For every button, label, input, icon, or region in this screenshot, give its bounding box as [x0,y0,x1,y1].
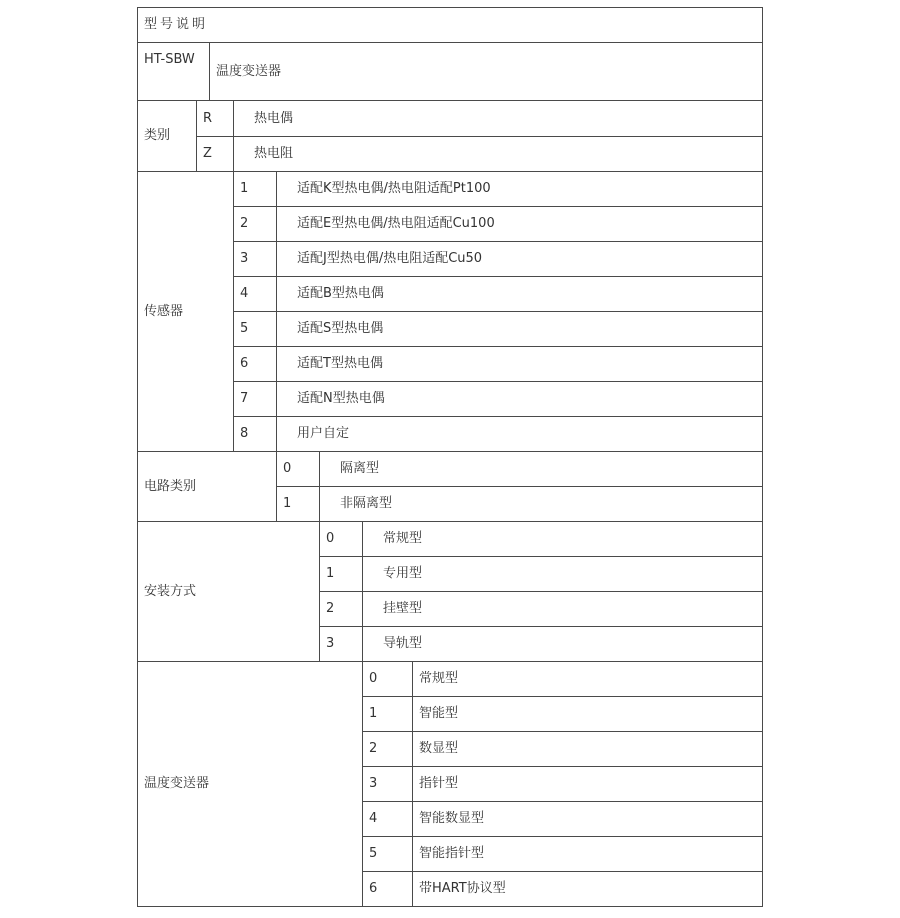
option-desc: 挂壁型 [363,592,763,627]
option-desc: 智能型 [413,697,763,732]
model-spec-table [137,7,763,907]
option-desc: 适配S型热电偶 [277,312,763,347]
table-title: 型号说明 [138,8,763,43]
option-code: 2 [234,207,277,242]
option-code: 0 [320,522,363,557]
option-desc: 热电偶 [234,101,763,137]
option-desc: 适配N型热电偶 [277,382,763,417]
option-code: 6 [234,347,277,382]
option-desc: 适配E型热电偶/热电阻适配Cu100 [277,207,763,242]
option-desc: 常规型 [413,662,763,697]
option-code: 0 [277,452,320,487]
option-desc: 非隔离型 [320,487,763,522]
option-desc: 适配J型热电偶/热电阻适配Cu50 [277,242,763,277]
option-desc: 带HART协议型 [413,872,763,907]
option-code: 1 [363,697,413,732]
option-code: 4 [234,277,277,312]
option-code: 6 [363,872,413,907]
option-code: 8 [234,417,277,452]
option-code: 1 [320,557,363,592]
option-desc: 智能指针型 [413,837,763,872]
option-desc: 专用型 [363,557,763,592]
option-code: 1 [234,172,277,207]
option-code: 2 [363,732,413,767]
option-code: Z [197,137,234,172]
section-label-circuit: 电路类别 [138,452,277,522]
model-name: 温度变送器 [210,43,763,101]
option-code: R [197,101,234,137]
option-code: 3 [363,767,413,802]
section-label-install: 安装方式 [138,522,320,662]
option-desc: 热电阻 [234,137,763,172]
section-label-category: 类别 [138,101,197,172]
option-code: 5 [234,312,277,347]
option-desc: 常规型 [363,522,763,557]
option-desc: 隔离型 [320,452,763,487]
option-code: 3 [234,242,277,277]
option-code: 1 [277,487,320,522]
option-code: 4 [363,802,413,837]
option-desc: 适配T型热电偶 [277,347,763,382]
option-desc: 用户自定 [277,417,763,452]
option-code: 2 [320,592,363,627]
option-code: 3 [320,627,363,662]
option-desc: 适配B型热电偶 [277,277,763,312]
option-desc: 数显型 [413,732,763,767]
option-desc: 导轨型 [363,627,763,662]
option-code: 5 [363,837,413,872]
option-code: 7 [234,382,277,417]
option-desc: 指针型 [413,767,763,802]
option-desc: 智能数显型 [413,802,763,837]
option-desc: 适配K型热电偶/热电阻适配Pt100 [277,172,763,207]
model-code: HT-SBW [138,43,210,101]
option-code: 0 [363,662,413,697]
section-label-sensor: 传感器 [138,172,234,452]
section-label-transmitter: 温度变送器 [138,662,363,907]
